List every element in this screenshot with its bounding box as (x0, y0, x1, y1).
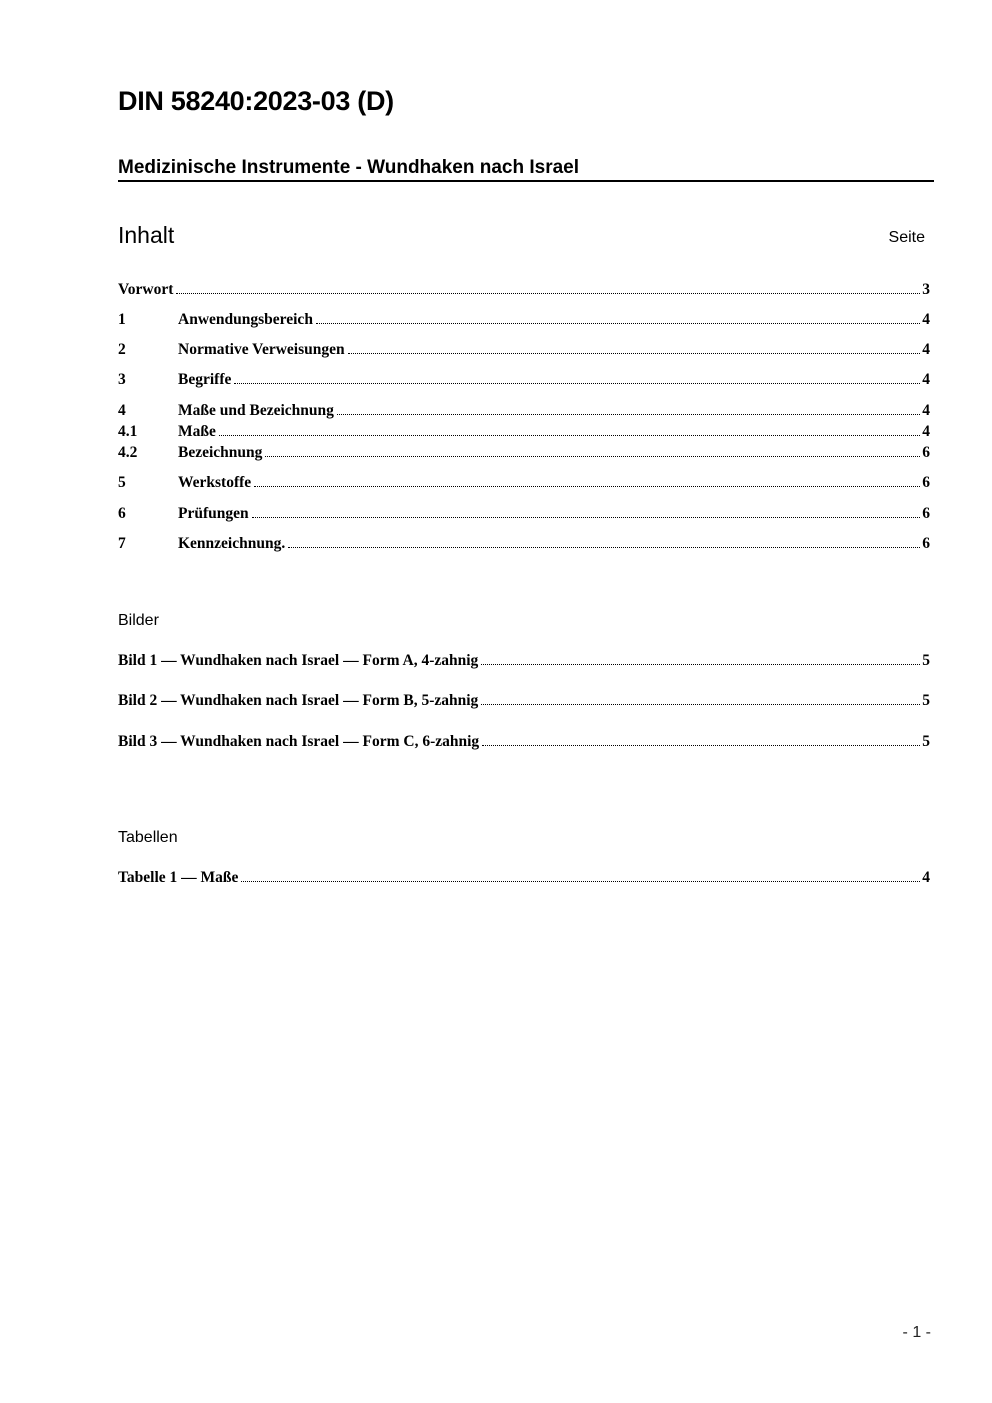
toc-entry-title: Maße und Bezeichnung (178, 402, 334, 419)
toc-entry-number: 4.2 (118, 444, 138, 461)
document-title: Medizinische Instrumente - Wundhaken nach Israel (118, 157, 934, 182)
toc-entry-number: 1 (118, 311, 126, 328)
toc-entry-page: 6 (922, 505, 930, 522)
figure-entry-title: Bild 3 — Wundhaken nach Israel — Form C, 6-zahnig (118, 733, 480, 750)
toc-entry-masse[interactable] (118, 422, 930, 442)
toc-leader (265, 455, 920, 457)
figure-entry-3[interactable] (118, 732, 930, 752)
toc-leader (254, 485, 920, 487)
toc-leader (176, 292, 920, 294)
toc-entry-page: 6 (922, 535, 930, 552)
toc-leader (348, 352, 921, 354)
toc-entry-title: Prüfungen (178, 505, 249, 522)
toc-leader (482, 744, 920, 746)
toc-leader (234, 382, 920, 384)
table-entry-page: 4 (922, 869, 930, 886)
toc-leader (481, 663, 920, 665)
figure-entry-title: Bild 1 — Wundhaken nach Israel — Form A, 4-zahnig (118, 652, 479, 669)
document-id: DIN 58240:2023-03 (D) (118, 86, 394, 116)
toc-entry-title: Anwendungsbereich (178, 311, 313, 328)
toc-leader (337, 413, 920, 415)
toc-entry-title: Normative Verweisungen (178, 341, 345, 358)
page-column-label: Seite (888, 229, 925, 246)
toc-entry-title: Maße (178, 423, 216, 440)
toc-entry-number: 6 (118, 505, 126, 522)
toc-entry-bezeichnung[interactable] (118, 443, 930, 463)
toc-entry-number: 3 (118, 371, 126, 388)
toc-entry-title: Begriffe (178, 371, 232, 388)
toc-entry-werkstoffe[interactable] (118, 473, 930, 493)
toc-entry-page: 6 (922, 474, 930, 491)
toc-entry-number: 2 (118, 341, 126, 358)
figure-entry-title: Bild 2 — Wundhaken nach Israel — Form B, 5-zahnig (118, 692, 479, 709)
toc-entry-pruefungen[interactable] (118, 504, 930, 524)
toc-entry-page: 4 (922, 371, 930, 388)
toc-entry-masse-und-bezeichnung[interactable] (118, 401, 930, 421)
toc-entry-number: 4 (118, 402, 126, 419)
figure-entry-page: 5 (922, 733, 930, 750)
figure-entry-page: 5 (922, 692, 930, 709)
toc-entry-kennzeichnung[interactable] (118, 534, 930, 554)
table-entry-title: Tabelle 1 — Maße (118, 869, 239, 886)
footer-page-number: - 1 - (902, 1324, 931, 1341)
toc-entry-title: Bezeichnung (178, 444, 263, 461)
toc-entry-page: 4 (922, 311, 930, 328)
toc-entry-page: 3 (922, 281, 930, 298)
toc-entry-title: Kennzeichnung. (178, 535, 286, 552)
toc-entry-page: 4 (922, 423, 930, 440)
toc-entry-number: 4.1 (118, 423, 138, 440)
toc-entry-vorwort[interactable] (118, 280, 930, 300)
toc-leader (219, 434, 920, 436)
toc-leader (241, 880, 920, 882)
toc-leader (288, 546, 920, 548)
toc-leader (252, 516, 921, 518)
toc-entry-anwendungsbereich[interactable] (118, 310, 930, 330)
tables-heading: Tabellen (118, 829, 178, 846)
toc-entry-number: 7 (118, 535, 126, 552)
figure-entry-2[interactable] (118, 691, 930, 711)
toc-entry-page: 6 (922, 444, 930, 461)
toc-entry-title: Werkstoffe (178, 474, 252, 491)
figure-entry-page: 5 (922, 652, 930, 669)
toc-leader (481, 703, 920, 705)
toc-entry-begriffe[interactable] (118, 370, 930, 390)
table-entry-1[interactable] (118, 868, 930, 888)
toc-entry-normative-verweisungen[interactable] (118, 340, 930, 360)
toc-entry-number: 5 (118, 474, 126, 491)
toc-entry-title: Vorwort (118, 281, 174, 298)
toc-heading: Inhalt (118, 222, 175, 248)
toc-leader (316, 322, 920, 324)
toc-entry-page: 4 (922, 402, 930, 419)
figure-entry-1[interactable] (118, 651, 930, 671)
toc-entry-page: 4 (922, 341, 930, 358)
figures-heading: Bilder (118, 612, 159, 629)
